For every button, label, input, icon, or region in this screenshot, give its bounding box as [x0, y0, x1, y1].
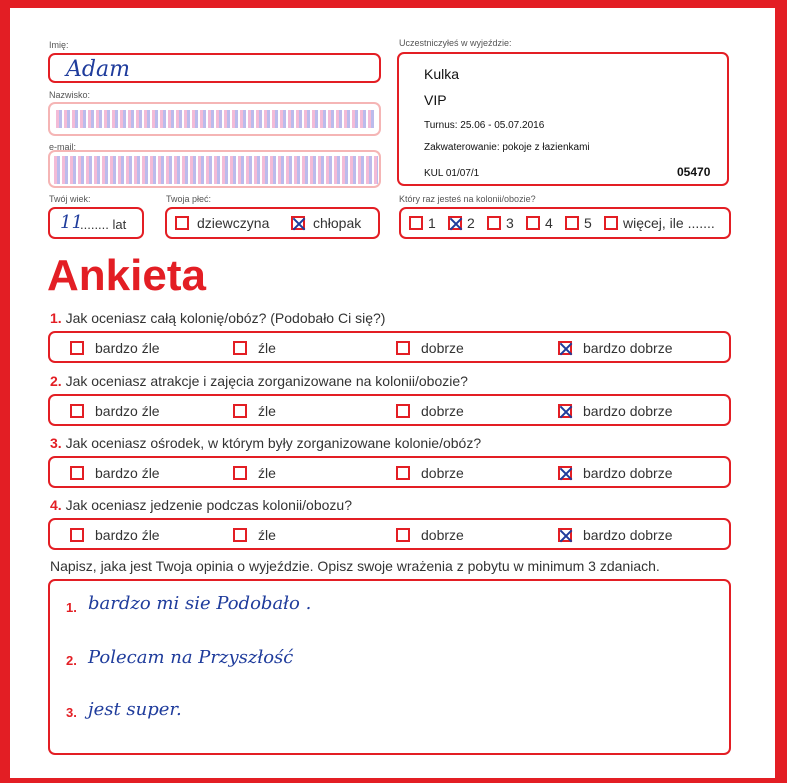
- q1-option-1-label: bardzo źle: [95, 340, 160, 356]
- q4-option-2-label: źle: [258, 527, 276, 543]
- age-label: Twój wiek:: [49, 194, 91, 204]
- times-4-checkbox[interactable]: [526, 216, 540, 230]
- name-value: Adam: [66, 57, 130, 82]
- q4-option-1-checkbox[interactable]: [70, 528, 84, 542]
- q2-option-3-label: dobrze: [421, 403, 464, 419]
- accommodation: Zakwaterowanie: pokoje z łazienkami: [424, 142, 590, 153]
- question-1-options: [48, 331, 731, 363]
- camp-code: KUL 01/07/1: [424, 168, 480, 179]
- name-label: Imię:: [49, 40, 69, 50]
- times-1-checkbox[interactable]: [409, 216, 423, 230]
- q1-option-2-label: źle: [258, 340, 276, 356]
- gender-label: Twoja płeć:: [166, 194, 212, 204]
- times-3-label: 3: [506, 215, 514, 231]
- age-suffix: ........ lat: [80, 217, 127, 232]
- form-number: 05470: [677, 165, 711, 179]
- q1-option-2-checkbox[interactable]: [233, 341, 247, 355]
- surname-label: Nazwisko:: [49, 90, 91, 100]
- q1-option-1-checkbox[interactable]: [70, 341, 84, 355]
- gender-male-checkbox[interactable]: [291, 216, 305, 230]
- question-2-options: [48, 394, 731, 426]
- email-field[interactable]: [48, 150, 381, 188]
- opinion-line-1-text: bardzo mi sie Podobało .: [88, 593, 312, 614]
- survey-title: Ankieta: [47, 251, 206, 300]
- times-2-checkbox[interactable]: [448, 216, 462, 230]
- camp-name: Kulka: [424, 66, 460, 82]
- q3-option-1-label: bardzo źle: [95, 465, 160, 481]
- opinion-line-3-text: jest super.: [88, 699, 182, 720]
- times-5-label: 5: [584, 215, 592, 231]
- turnus-dates: Turnus: 25.06 - 05.07.2016: [424, 120, 545, 131]
- q2-option-1-label: bardzo źle: [95, 403, 160, 419]
- times-3-checkbox[interactable]: [487, 216, 501, 230]
- gender-male-label: chłopak: [313, 215, 362, 231]
- question-1: 1. Jak oceniasz całą kolonię/obóz? (Podobało Ci się?): [50, 310, 386, 326]
- redacted-email: [54, 156, 378, 184]
- question-3-options: [48, 456, 731, 488]
- q2-option-4-checkbox[interactable]: [558, 404, 572, 418]
- q1-option-4-label: bardzo dobrze: [583, 340, 673, 356]
- age-field[interactable]: [48, 207, 144, 239]
- question-3: 3. Jak oceniasz ośrodek, w którym były zorganizowane kolonie/obóz?: [50, 435, 482, 451]
- times-more-checkbox[interactable]: [604, 216, 618, 230]
- q3-option-4-checkbox[interactable]: [558, 466, 572, 480]
- question-2: 2. Jak oceniasz atrakcje i zajęcia zorganizowane na kolonii/obozie?: [50, 373, 468, 389]
- q2-option-1-checkbox[interactable]: [70, 404, 84, 418]
- q4-option-4-checkbox[interactable]: [558, 528, 572, 542]
- survey-sheet: [10, 8, 775, 778]
- q3-option-2-checkbox[interactable]: [233, 466, 247, 480]
- age-value: 11: [60, 212, 83, 233]
- times-2-label: 2: [467, 215, 475, 231]
- q2-option-2-checkbox[interactable]: [233, 404, 247, 418]
- participant-label: Uczestniczyłeś w wyjeździe:: [399, 38, 512, 48]
- q4-option-3-checkbox[interactable]: [396, 528, 410, 542]
- times-field: [399, 207, 731, 239]
- q3-option-3-checkbox[interactable]: [396, 466, 410, 480]
- q4-option-3-label: dobrze: [421, 527, 464, 543]
- camp-type: VIP: [424, 92, 447, 108]
- q3-option-2-label: źle: [258, 465, 276, 481]
- q4-option-1-label: bardzo źle: [95, 527, 160, 543]
- q3-option-1-checkbox[interactable]: [70, 466, 84, 480]
- surname-field[interactable]: [48, 102, 381, 136]
- opinion-prompt: Napisz, jaka jest Twoja opinia o wyjeździe. Opisz swoje wrażenia z pobytu w minimum 3 zdaniach.: [50, 558, 660, 574]
- q1-option-3-label: dobrze: [421, 340, 464, 356]
- opinion-line-2-text: Polecam na Przyszłość: [88, 647, 294, 668]
- question-4: 4. Jak oceniasz jedzenie podczas kolonii/obozu?: [50, 497, 352, 513]
- q1-option-3-checkbox[interactable]: [396, 341, 410, 355]
- q2-option-4-label: bardzo dobrze: [583, 403, 673, 419]
- opinion-line-1-number: 1.: [66, 600, 77, 615]
- question-4-options: [48, 518, 731, 550]
- opinion-box[interactable]: [48, 579, 731, 755]
- times-4-label: 4: [545, 215, 553, 231]
- q4-option-4-label: bardzo dobrze: [583, 527, 673, 543]
- q3-option-4-label: bardzo dobrze: [583, 465, 673, 481]
- gender-field: [165, 207, 380, 239]
- redacted-surname: [56, 110, 376, 128]
- times-label: Który raz jesteś na kolonii/obozie?: [399, 194, 536, 204]
- q1-option-4-checkbox[interactable]: [558, 341, 572, 355]
- times-1-label: 1: [428, 215, 436, 231]
- q2-option-3-checkbox[interactable]: [396, 404, 410, 418]
- q4-option-2-checkbox[interactable]: [233, 528, 247, 542]
- name-field[interactable]: [48, 53, 381, 83]
- gender-female-label: dziewczyna: [197, 215, 270, 231]
- gender-female-checkbox[interactable]: [175, 216, 189, 230]
- camp-info-box: [397, 52, 729, 186]
- times-5-checkbox[interactable]: [565, 216, 579, 230]
- times-more-label: więcej, ile .......: [623, 215, 715, 231]
- opinion-line-2-number: 2.: [66, 653, 77, 668]
- email-label: e-mail:: [49, 142, 77, 152]
- q2-option-2-label: źle: [258, 403, 276, 419]
- opinion-line-3-number: 3.: [66, 705, 77, 720]
- q3-option-3-label: dobrze: [421, 465, 464, 481]
